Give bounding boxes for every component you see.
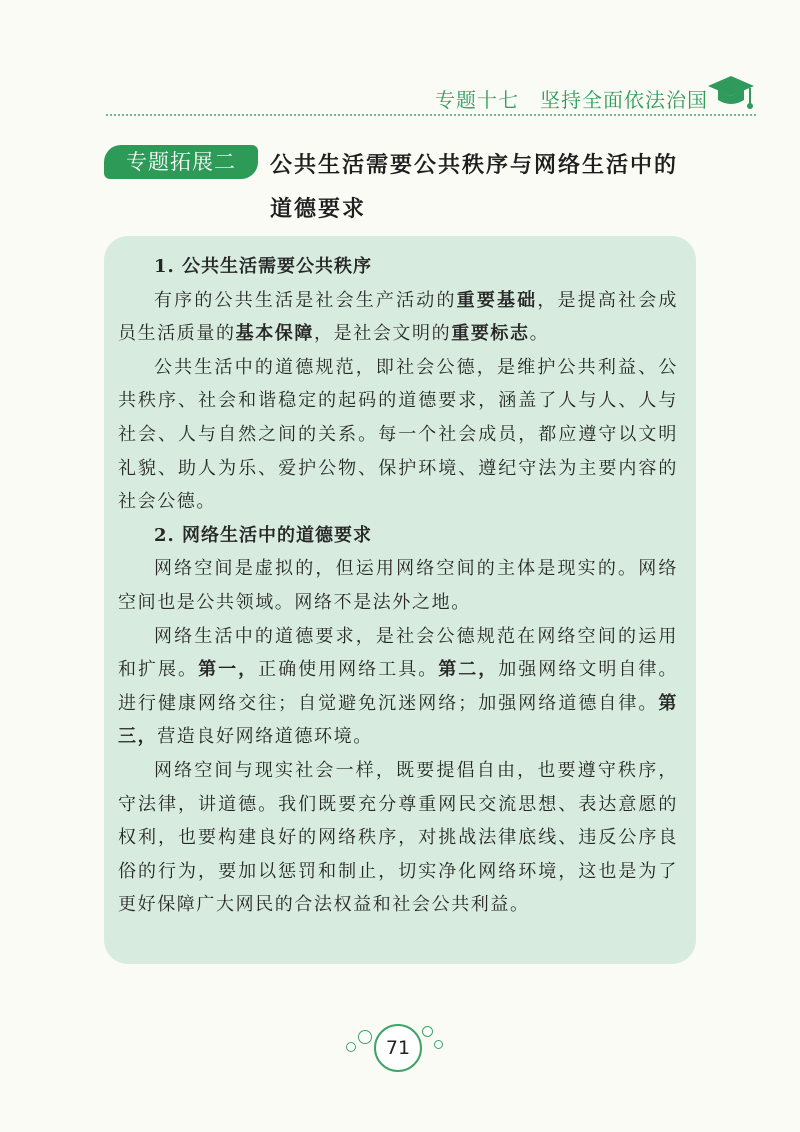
page-number-badge [340,1018,450,1078]
text-run: 营造良好网络道德环境。 [157,726,373,748]
page-number: 71 [374,1024,422,1072]
subheading-1: 1. 公共生活需要公共秩序 [154,256,373,277]
paragraph-3: 网络空间是虚拟的，但运用网络空间的主体是现实的。网络空间也是公共领域。网络不是法外之地。 [118,558,678,613]
paragraph-2: 公共生活中的道德规范，即社会公德，是维护公共利益、公共秩序、社会和谐稳定的起码的道德要求，涵盖了人与人、人与社会、人与自然之间的关系。每一个社会成员，都应遵守以文明礼貌、助人为乐、爱护公物、保护环境、遵纪守法为主要内容的社会公德。 [118,356,678,513]
bubble-decoration [346,1042,356,1052]
section-badge: 专题拓展二 [104,145,258,179]
bold-term: 第三， [118,692,678,748]
section-title: 公共生活需要公共秩序与网络生活中的道德要求 [270,152,679,222]
text-run: ，是提高社会成员生活质量的 [118,289,678,345]
bold-term: 基本保障 [235,323,315,345]
text-run: 有序的公共生活是社会生产活动的 [154,289,457,311]
paragraph-4 [118,620,678,754]
content-body [118,250,678,922]
text-run: 网络生活中的道德要求，是社会公德规范在网络空间的运用和扩展。 [118,625,678,681]
paragraph-5: 网络空间与现实社会一样，既要提倡自由，也要遵守秩序，守法律，讲道德。我们既要充分尊重网民交流思想、表达意愿的权利，也要构建良好的网络秩序，对挑战法律底线、违反公序良俗的行为，要加以惩罚和制止，切实净化网络环境，这也是为了更好保障广大网民的合法权益和社会公共利益。 [118,759,678,916]
bubble-decoration [434,1040,443,1049]
graduation-cap-icon [706,72,756,114]
chapter-title: 专题十七 坚持全面依法治国 [435,88,708,112]
bold-term: 重要标志 [451,323,530,345]
bold-term: 第二， [438,659,499,681]
bold-term: 重要基础 [456,289,538,311]
header-divider [106,114,756,116]
page-header [0,70,800,116]
subheading-2: 2. 网络生活中的道德要求 [154,524,373,546]
text-run: 正确使用网络工具。 [258,659,439,681]
paragraph-1 [118,284,678,351]
text-run: 加强网络文明自律。进行健康网络交往；自觉避免沉迷网络；加强网络道德自律。 [118,659,678,714]
bubble-decoration [422,1026,433,1037]
bubble-decoration [358,1030,372,1044]
bold-term: 第一， [198,659,259,681]
text-run: ，是社会文明的 [314,323,452,345]
text-run: 。 [529,323,550,345]
